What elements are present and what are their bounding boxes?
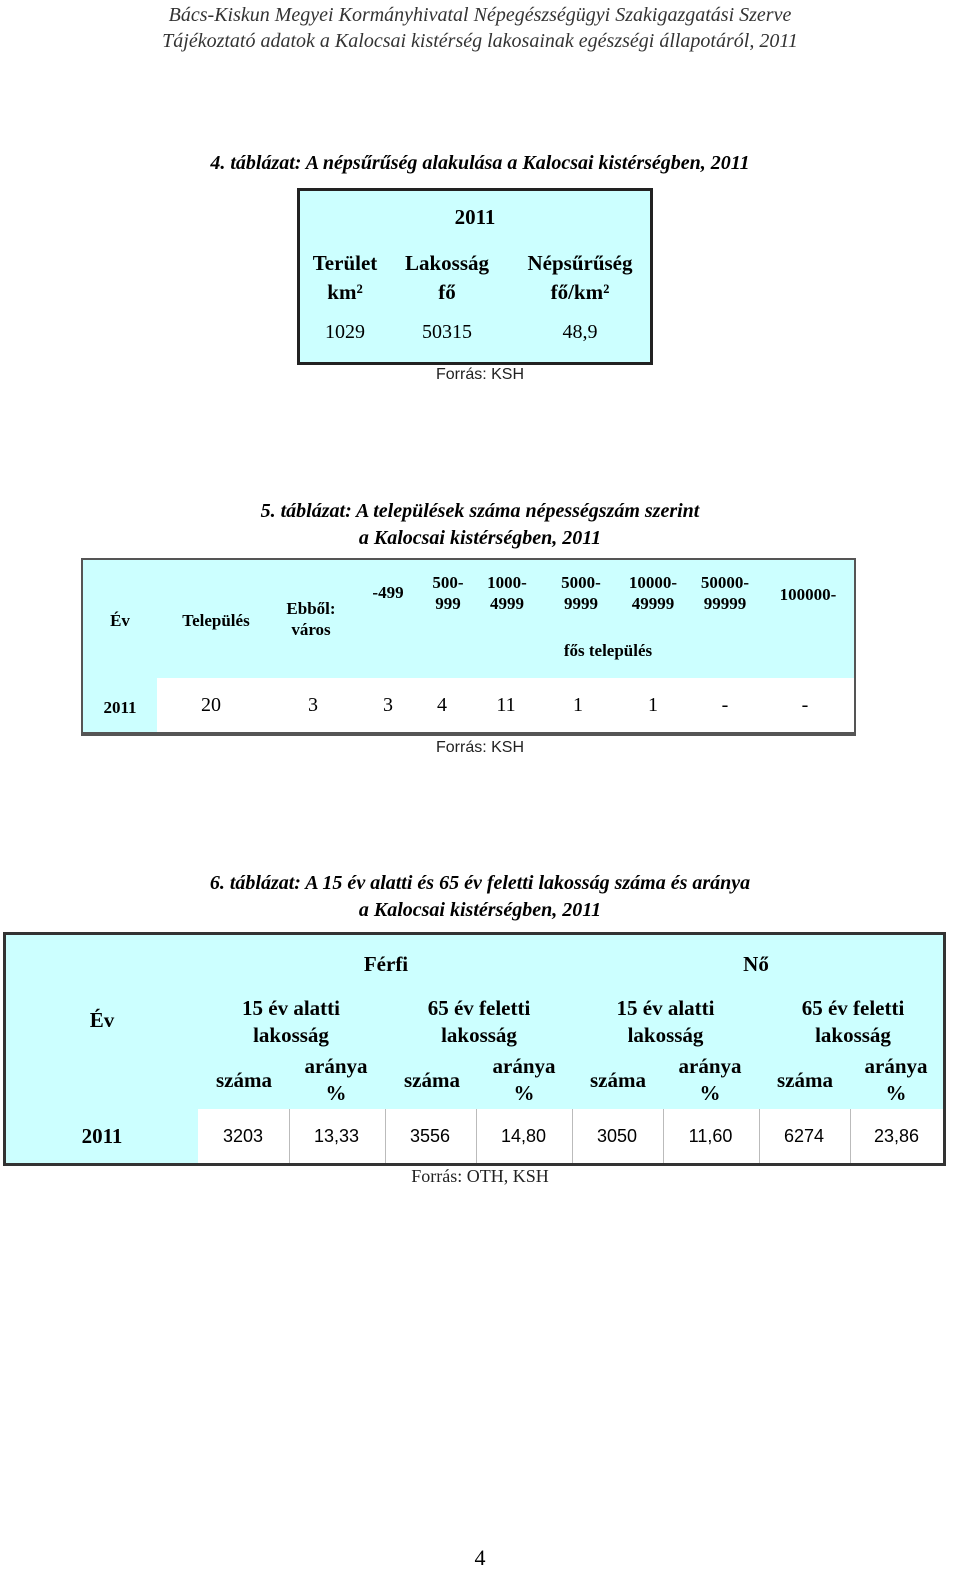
table6-value-no-15-szama: 3050: [596, 1126, 638, 1146]
table6-group-3-line-2: lakosság: [627, 1023, 704, 1047]
table6-sub-aranya-3-percent: %: [699, 1081, 721, 1105]
table5-header-10000-a: 10000-: [628, 573, 678, 592]
table5-header-100000: 100000-: [779, 585, 837, 604]
table6-sub-aranya-1-percent: %: [325, 1081, 347, 1105]
table6-group-1: [206, 995, 376, 1049]
table6-sub-aranya-1: [290, 1053, 382, 1107]
table6-value-ferfi-65-aranya: 14,80: [500, 1126, 547, 1146]
table4-year-header: 2011: [454, 205, 496, 229]
table6-group-1-line-1: 15 év alatti: [242, 996, 340, 1020]
table6-cell-divider: [663, 1109, 664, 1163]
table5-tick: [615, 732, 616, 736]
table4-col-lakossag-label: Lakosság: [404, 251, 490, 275]
table4-value-terulet: 1029: [325, 321, 365, 343]
table6-header-ev: Év: [89, 1008, 115, 1032]
table5-caption: [0, 498, 960, 552]
table6-cell-divider: [759, 1109, 760, 1163]
table5-header-telepules: Település: [182, 611, 250, 630]
table5-caption-line-2: a Kalocsai kistérségben, 2011: [358, 527, 602, 549]
table5-header-ebbol-line-2: város: [291, 620, 331, 639]
table6-cell-divider: [850, 1109, 851, 1163]
table4: [297, 188, 653, 365]
table5-header-5000-b: 9999: [564, 594, 598, 613]
table5-header-ev: Év: [110, 611, 130, 630]
table4-col-terulet-unit: km²: [327, 280, 363, 304]
table6-sub-szama-1: száma: [216, 1068, 272, 1092]
table4-col-terulet-label: Terület: [312, 251, 378, 275]
table4-value-lakossag: 50315: [422, 321, 472, 343]
table6-header-ferfi: Férfi: [363, 952, 409, 976]
table5-row-year: 2011: [103, 698, 137, 717]
table6-header-no: Nő: [743, 952, 769, 976]
table5-tick: [761, 732, 762, 736]
table6-source: Forrás: OTH, KSH: [411, 1166, 549, 1186]
table5-header-500-a: 500-: [432, 573, 464, 592]
table5-header-50000: [685, 572, 765, 614]
table5-value-50000: -: [721, 694, 729, 716]
table6-sub-aranya-4: [849, 1053, 943, 1107]
table6-cell-divider: [476, 1109, 477, 1163]
table5-tick: [545, 732, 546, 736]
table5-header-fos-telepules: fős település: [563, 641, 653, 660]
table6-caption-line-2: a Kalocsai kistérségben, 2011: [358, 899, 602, 921]
table5-header-10000: [613, 572, 693, 614]
table5-header-5000-a: 5000-: [561, 573, 601, 592]
table6-sub-szama-4: száma: [777, 1068, 833, 1092]
table6-value-ferfi-15-aranya: 13,33: [313, 1126, 360, 1146]
table6-value-ferfi-65-szama: 3556: [409, 1126, 451, 1146]
table6-sub-aranya-1-label: aránya: [304, 1054, 368, 1078]
table5-value-100000: -: [801, 694, 809, 716]
table4-col-nepsuruseg-unit: fő/km²: [550, 280, 610, 304]
page-header: [0, 2, 960, 54]
table6-group-4-line-2: lakosság: [815, 1023, 891, 1047]
table6-sub-szama-3: száma: [590, 1068, 646, 1092]
table6-group-4-line-1: 65 év feletti: [801, 996, 905, 1020]
table6-value-ferfi-15-szama: 3203: [222, 1126, 264, 1146]
table6-group-3: [578, 995, 753, 1049]
table6-cell-divider: [385, 1109, 386, 1163]
table5-header-1000-a: 1000-: [487, 573, 527, 592]
table5-header-ebbol-line-1: Ebből:: [286, 599, 336, 618]
table4-col-lakossag-unit: fő: [438, 280, 456, 304]
table6-cell-divider: [289, 1109, 290, 1163]
table5-tick: [265, 732, 266, 736]
table5-header-5000: [541, 572, 621, 614]
table4-col-nepsuruseg-label: Népsűrűség: [527, 251, 633, 275]
table6-caption: [0, 870, 960, 924]
table5: [81, 558, 856, 736]
table6-group-1-line-2: lakosság: [253, 1023, 329, 1047]
table6-sub-aranya-3-label: aránya: [678, 1054, 742, 1078]
table6-sub-aranya-2: [478, 1053, 570, 1107]
table5-bottom-rule: [83, 732, 854, 734]
table6-sub-aranya-2-label: aránya: [492, 1054, 556, 1078]
table6-group-2-line-2: lakosság: [441, 1023, 517, 1047]
table6-value-no-65-szama: 6274: [783, 1126, 825, 1146]
table6-cell-divider: [572, 1109, 573, 1163]
table6-sub-szama-2: száma: [404, 1068, 460, 1092]
table6: [3, 932, 946, 1166]
table6-row-year: 2011: [81, 1124, 123, 1148]
table6-sub-aranya-4-percent: %: [885, 1081, 907, 1105]
table5-header-499: -499: [372, 583, 404, 602]
table4-source: Forrás: KSH: [435, 366, 524, 383]
table5-tick: [688, 732, 689, 736]
table5-header-1000: [469, 572, 545, 614]
table6-group-2-line-1: 65 év feletti: [427, 996, 531, 1020]
table5-tick: [157, 732, 158, 736]
table5-tick: [418, 732, 419, 736]
table5-value-500: 4: [437, 694, 447, 716]
table6-group-2: [389, 995, 569, 1049]
table6-sub-aranya-3: [664, 1053, 756, 1107]
table4-value-nepsuruseg: 48,9: [562, 321, 598, 343]
table4-col-terulet: [302, 249, 388, 307]
table5-header-ebbol: [271, 598, 351, 640]
table5-value-1000: 11: [496, 694, 516, 716]
table6-group-4: [763, 995, 943, 1049]
table5-header-10000-b: 49999: [631, 594, 675, 613]
header-line-1: Bács-Kiskun Megyei Kormányhivatal Népegészségügyi Szakigazgatási Szerve: [168, 4, 792, 26]
table6-sub-aranya-4-label: aránya: [864, 1054, 928, 1078]
table4-col-nepsuruseg: [510, 249, 650, 307]
table5-value-499: 3: [383, 694, 393, 716]
table6-value-no-65-aranya: 23,86: [873, 1126, 920, 1146]
table5-tick: [345, 732, 346, 736]
table5-header-50000-b: 99999: [703, 594, 747, 613]
table5-tick: [475, 732, 476, 736]
table5-caption-line-1: 5. táblázat: A települések száma népességszám szerint: [260, 500, 700, 522]
page-number: 4: [474, 1545, 486, 1570]
table6-group-3-line-1: 15 év alatti: [616, 996, 715, 1020]
table5-value-5000: 1: [573, 694, 583, 716]
table4-caption: 4. táblázat: A népsűrűség alakulása a Kalocsai kistérségben, 2011: [210, 152, 750, 174]
table5-value-telepules: 20: [201, 694, 221, 716]
table6-sub-aranya-2-percent: %: [513, 1081, 535, 1105]
table5-value-varos: 3: [308, 694, 318, 716]
table5-value-10000: 1: [648, 694, 658, 716]
table4-col-lakossag: [392, 249, 502, 307]
table6-value-no-15-aranya: 11,60: [688, 1126, 733, 1146]
table5-header-1000-b: 4999: [490, 594, 524, 613]
table5-source: Forrás: KSH: [435, 739, 524, 756]
table6-caption-line-1: 6. táblázat: A 15 év alatti és 65 év feletti lakosság száma és aránya: [209, 872, 751, 894]
table5-header-500-b: 999: [435, 594, 461, 613]
table5-header-50000-a: 50000-: [700, 573, 750, 592]
header-line-2: Tájékoztató adatok a Kalocsai kistérség lakosainak egészségi állapotáról, 2011: [162, 30, 798, 52]
